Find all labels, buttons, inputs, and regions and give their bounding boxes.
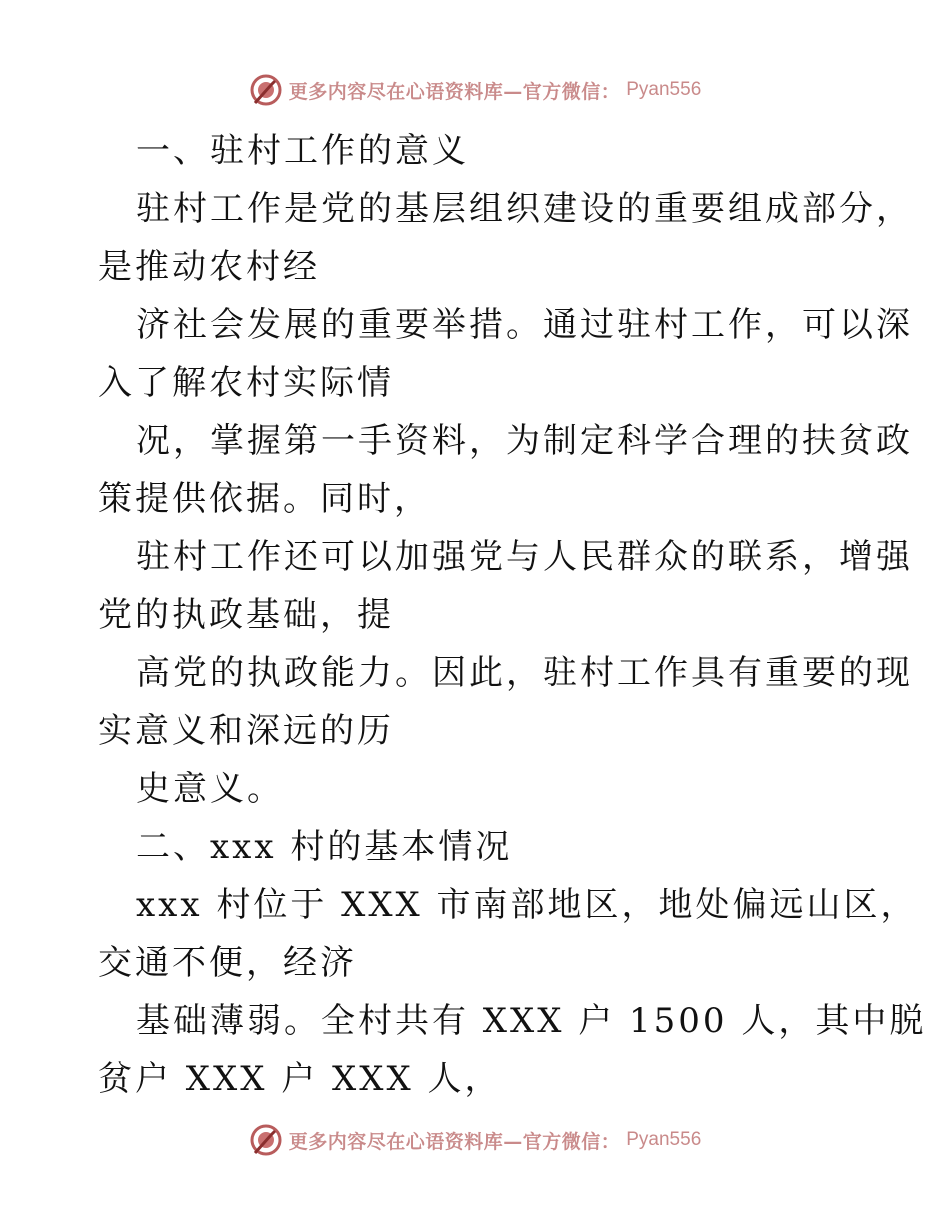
text-line: 二、xxx 村的基本情况 — [136, 827, 513, 867]
text-line: 是推动农村经 — [98, 247, 320, 287]
text-line: xxx 村位于 XXX 市南部地区，地处偏远山区， — [136, 885, 918, 925]
text-line: 策提供依据。同时， — [98, 479, 431, 519]
text-line: 驻村工作还可以加强党与人民群众的联系，增强 — [136, 537, 913, 577]
pen-logo-icon — [249, 73, 283, 107]
watermark-id: Pyan556 — [626, 1129, 702, 1150]
watermark-footer — [0, 1120, 950, 1160]
text-line: 驻村工作是党的基层组织建设的重要组成部分， — [136, 189, 913, 229]
document-body — [98, 122, 927, 1108]
text-line: 高党的执政能力。因此，驻村工作具有重要的现 — [136, 653, 913, 693]
text-line: 党的执政基础，提 — [98, 595, 394, 635]
text-line: 交通不便，经济 — [98, 943, 357, 983]
watermark-text: 更多内容尽在心语资料库—官方微信： — [288, 1130, 621, 1153]
watermark-header — [0, 70, 950, 110]
pen-logo-icon — [249, 1123, 283, 1157]
watermark-text: 更多内容尽在心语资料库—官方微信： — [288, 80, 621, 103]
text-line: 史意义。 — [136, 769, 284, 809]
text-line: 况，掌握第一手资料，为制定科学合理的扶贫政 — [136, 421, 913, 461]
text-line: 一、驻村工作的意义 — [136, 131, 469, 171]
text-line: 贫户 XXX 户 XXX 人， — [98, 1059, 502, 1099]
text-line: 基础薄弱。全村共有 XXX 户 1500 人，其中脱 — [136, 1001, 927, 1041]
text-line: 实意义和深远的历 — [98, 711, 394, 751]
watermark-id: Pyan556 — [626, 79, 702, 100]
text-line: 入了解农村实际情 — [98, 363, 394, 403]
text-line: 济社会发展的重要举措。通过驻村工作，可以深 — [136, 305, 913, 345]
